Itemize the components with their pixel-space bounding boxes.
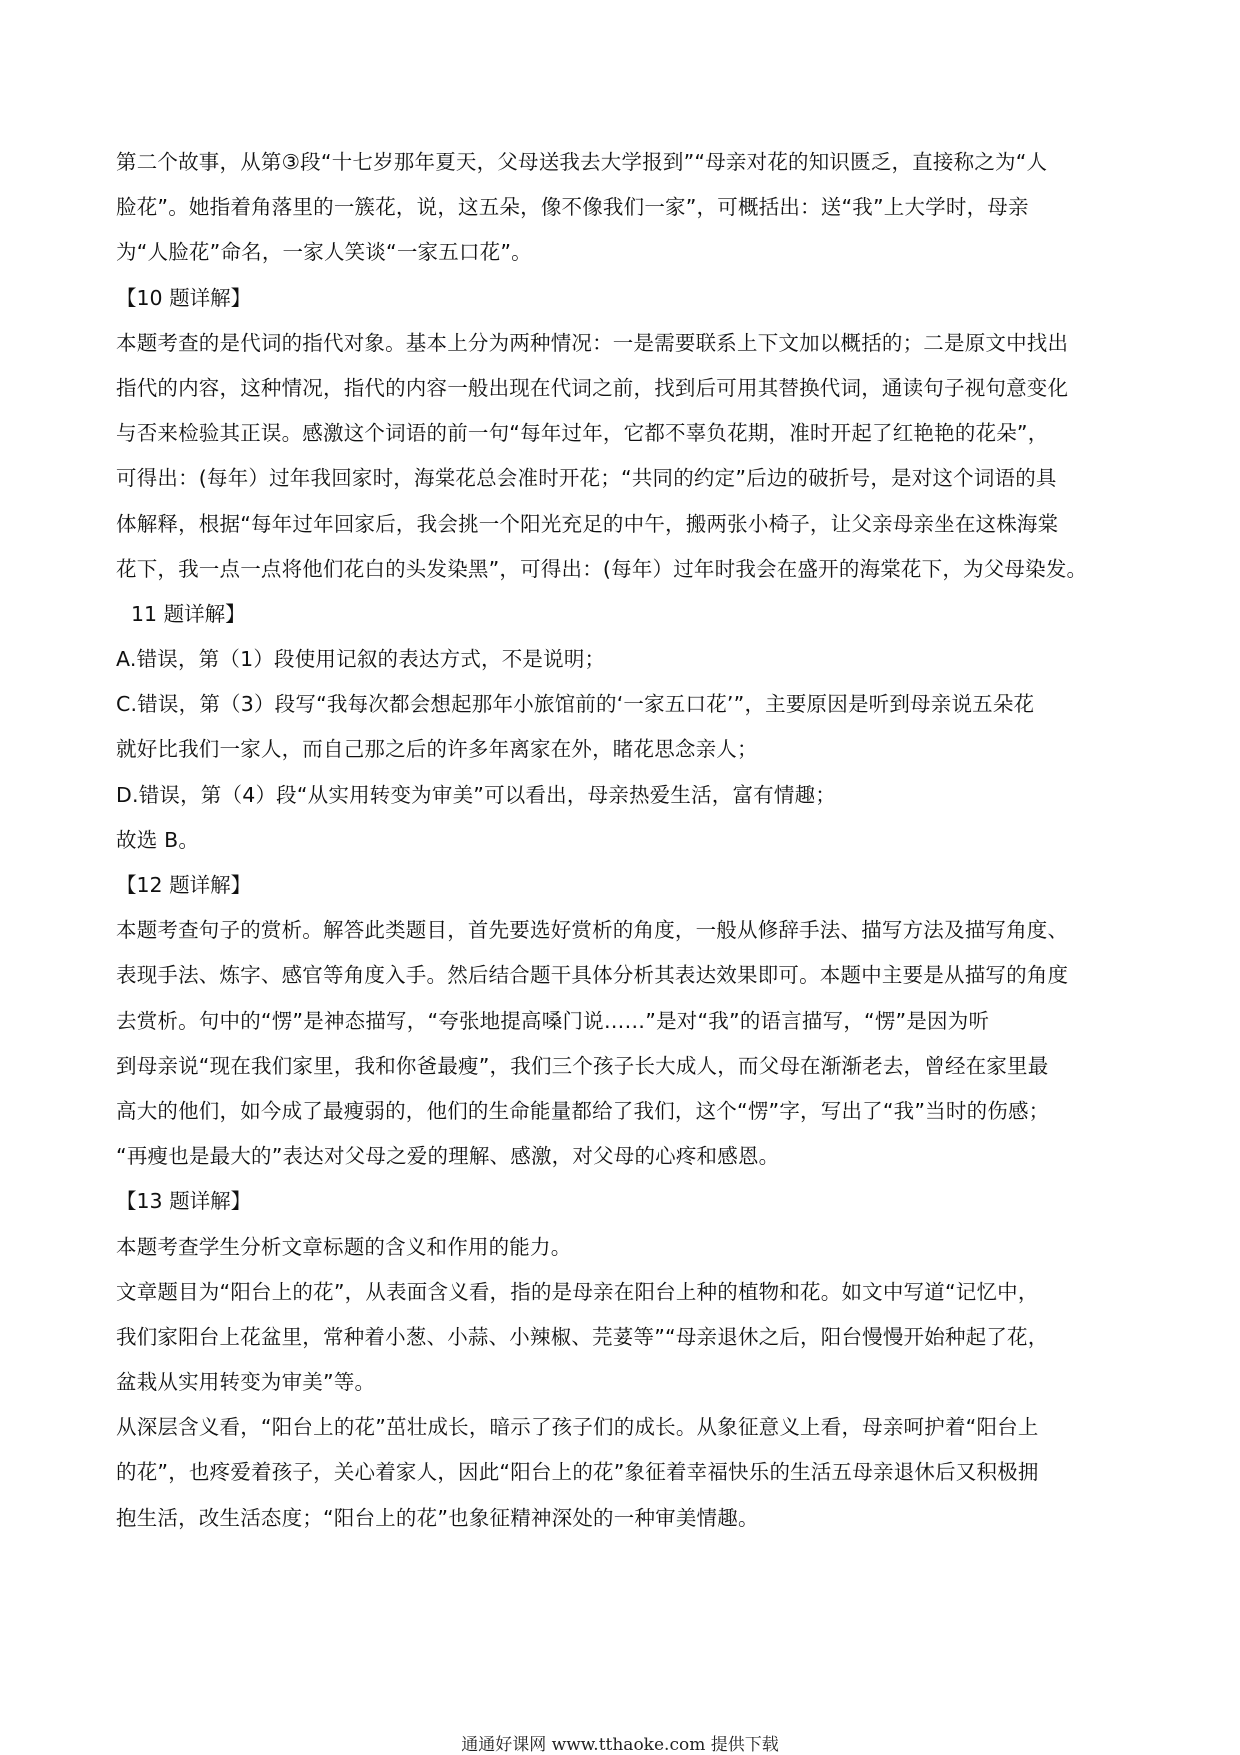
text-line: D.错误，第（4）段“从实用转变为审美”可以看出，母亲热爱生活，富有情趣； [116,782,836,807]
text-line: 文章题目为“阳台上的花”，从表面含义看，指的是母亲在阳台上种的植物和花。如文中写道“记忆中， [116,1279,1039,1304]
text-line: 从深层含义看，“阳台上的花”茁壮成长，暗示了孩子们的成长。从象征意义上看，母亲呵护着“阳台上 [116,1415,1039,1440]
text-line: 脸花”。她指着角落里的一簇花，说，这五朵，像不像我们一家”，可概括出：送“我”上大学时，母亲 [116,195,1029,220]
text-line: 为“人脸花”命名，一家人笑谈“一家五口花”。 [116,240,532,265]
section-heading-11: 11 题详解】 [131,601,246,626]
text-line: 去赏析。句中的“愣”是神态描写，“夸张地提高嗓门说……”是对“我”的语言描写，“愣”是因为听 [116,1008,990,1033]
section-heading-12: 【12 题详解】 [116,873,252,897]
text-line: 花下，我一点一点将他们花白的头发染黑”，可得出：(每年）过年时我会在盛开的海棠花下，为父母染发。 [116,556,1088,581]
text-line: 高大的他们，如今成了最瘦弱的，他们的生命能量都给了我们，这个“愣”字，写出了“我”当时的伤感； [116,1098,1050,1123]
text-line: 盆栽从实用转变为审美”等。 [116,1370,376,1395]
text-line: 到母亲说“现在我们家里，我和你爸最瘦”，我们三个孩子长大成人，而父母在渐渐老去，曾经在家里最 [116,1053,1049,1078]
section-heading-13: 【13 题详解】 [116,1189,252,1214]
section-heading-10: 【10 题详解】 [116,285,252,310]
text-line: 第二个故事，从第③段“十七岁那年夏天，父母送我去大学报到”“母亲对花的知识匮乏，直接称之为“人 [116,150,1048,174]
text-line: 我们家阳台上花盆里，常种着小葱、小蒜、小辣椒、芫荽等”“母亲退休之后，阳台慢慢开始种起了花， [116,1324,1049,1349]
text-line: 本题考查的是代词的指代对象。基本上分为两种情况：一是需要联系上下文加以概括的；二是原文中找出 [116,330,1069,355]
text-line: 体解释，根据“每年过年回家后，我会挑一个阳光充足的中午，搬两张小椅子，让父亲母亲坐在这株海棠 [116,511,1059,536]
text-line: 指代的内容，这种情况，指代的内容一般出现在代词之前，找到后可用其替换代词，通读句子视句意变化 [116,375,1069,400]
text-line: 本题考查学生分析文章标题的含义和作用的能力。 [116,1234,572,1259]
text-line: 可得出：(每年）过年我回家时，海棠花总会准时开花；“共同的约定”后边的破折号，是对这个词语的具 [116,466,1057,491]
text-line: A.错误，第（1）段使用记叙的表达方式，不是说明； [116,647,606,672]
text-line: 表现手法、炼字、感官等角度入手。然后结合题干具体分析其表达效果即可。本题中主要是从描写的角度 [116,963,1069,988]
page-footer: 通通好课网 www.tthaoke.com 提供下载 [461,1735,779,1755]
text-line: 就好比我们一家人，而自己那之后的许多年离家在外，睹花思念亲人； [116,737,758,762]
text-line: 本题考查句子的赏析。解答此类题目，首先要选好赏析的角度，一般从修辞手法、描写方法及描写角度、 [116,918,1069,943]
text-line: 抱生活，改生活态度；“阳台上的花”也象征精神深处的一种审美情趣。 [116,1505,759,1530]
text-line: 与否来检验其正误。感激这个词语的前一句“每年过年，它都不辜负花期，准时开起了红艳艳的花朵”， [116,421,1049,446]
text-line: “再瘦也是最大的”表达对父母之爱的理解、感激，对父母的心疼和感恩。 [116,1144,780,1169]
document-page [116,140,1126,1541]
text-line: C.错误，第（3）段写“我每次都会想起那年小旅馆前的‘一家五口花’”，主要原因是听到母亲说五朵花 [116,692,1035,717]
text-line: 的花”，也疼爱着孩子，关心着家人，因此“阳台上的花”象征着幸福快乐的生活五母亲退休后又积极拥 [116,1460,1039,1485]
text-line: 故选 B。 [116,827,200,852]
